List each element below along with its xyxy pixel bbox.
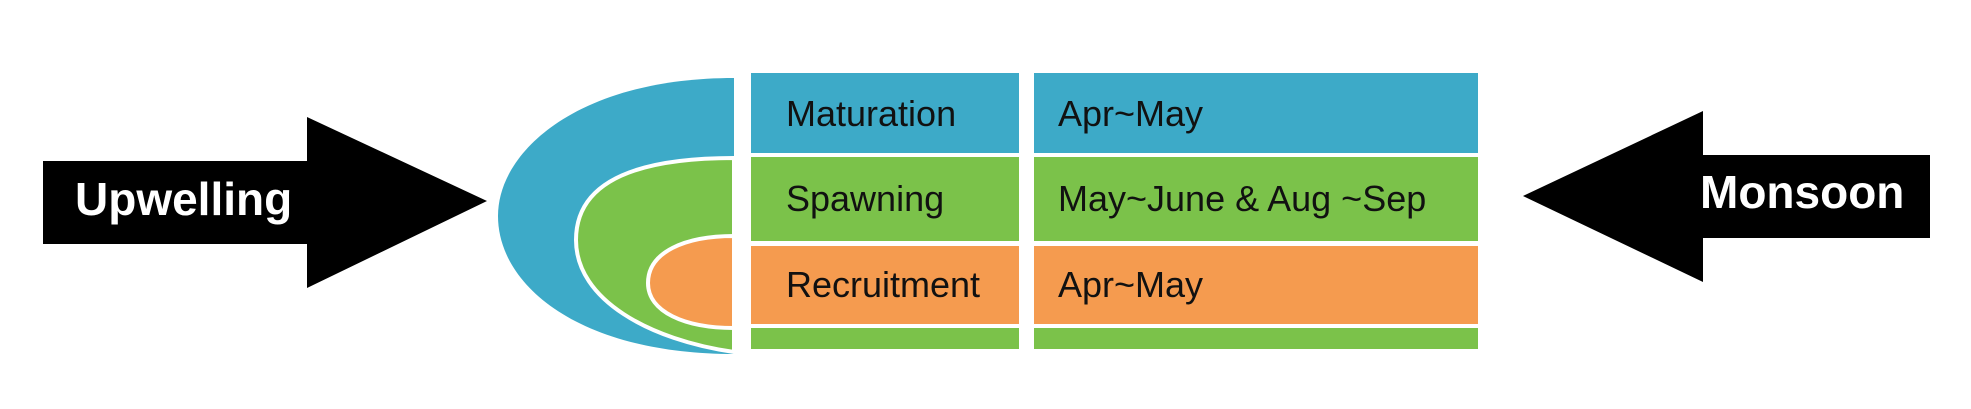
spawning-period-label: May~June & Aug ~Sep	[1058, 178, 1427, 219]
bottom-stage-strip	[751, 328, 1019, 349]
upwelling-label: Upwelling	[75, 173, 293, 225]
spawning-stage-label: Spawning	[786, 178, 945, 219]
bottom-period-strip	[1034, 328, 1478, 349]
monsoon-label: Monsoon	[1700, 166, 1905, 218]
recruitment-period-label: Apr~May	[1058, 264, 1204, 305]
maturation-period-label: Apr~May	[1058, 93, 1204, 134]
maturation-stage-label: Maturation	[786, 93, 957, 134]
recruitment-stage-label: Recruitment	[786, 264, 981, 305]
arc-separator	[734, 70, 751, 360]
